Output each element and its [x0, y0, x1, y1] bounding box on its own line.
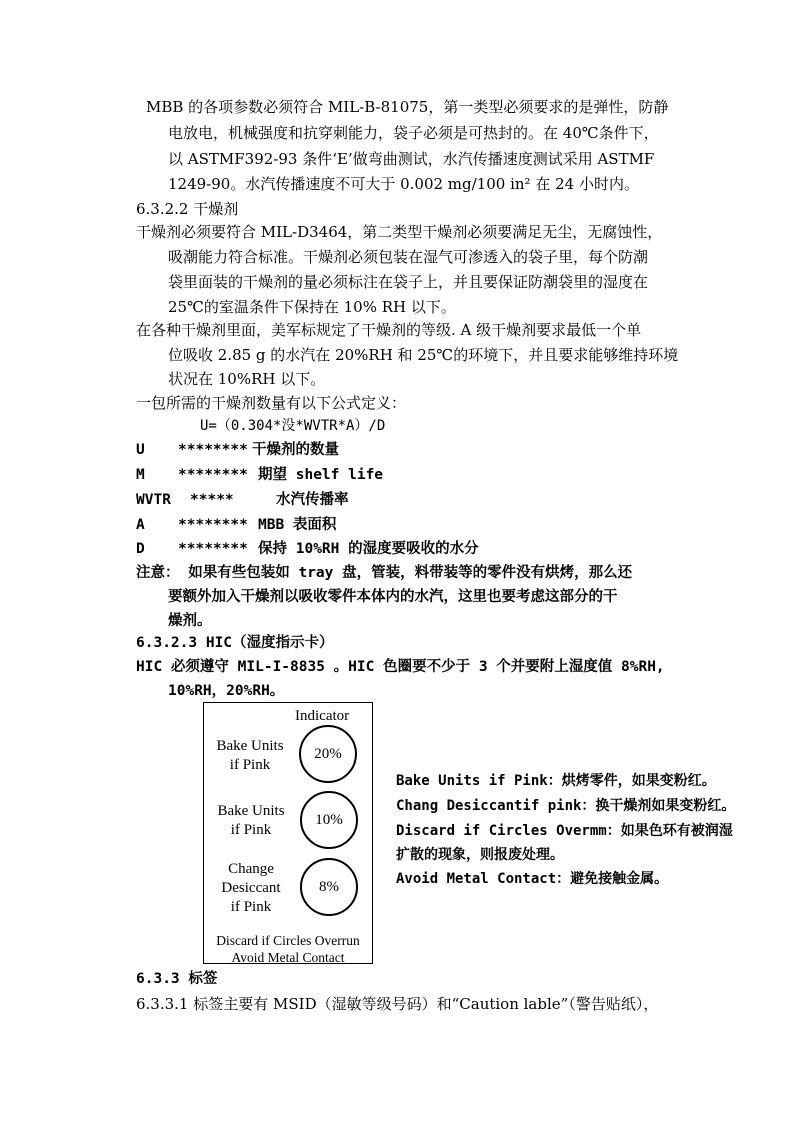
hic-requirement: HIC 必须遵守 MIL-I-8835 。HIC 色圈要不少于 3 个并要附上湿度值 8%RH,: [136, 659, 665, 675]
def-symbol: M: [136, 467, 145, 483]
paragraph-line: 干燥剂必须要符合 MIL-D3464，第二类型干燥剂必须要满足无尘，无腐蚀性，: [136, 223, 663, 241]
def-symbol: WVTR: [136, 492, 171, 508]
def-stars: ********: [178, 442, 248, 458]
paragraph-line: 吸潮能力符合标准。干燥剂必须包装在湿气可渗透入的袋子里，每个防潮: [168, 248, 649, 266]
note-line: 注意： 如果有些包装如 tray 盘，管装，料带装等的零件没有烘烤，那么还: [136, 565, 633, 581]
note-line: 燥剂。: [168, 613, 212, 629]
def-desc: 期望 shelf life: [258, 467, 384, 483]
def-symbol: D: [136, 541, 145, 557]
paragraph-line: 6.3.3.1 标签主要有 MSID（湿敏等级号码）和“Caution lable”（警告贴纸），: [136, 995, 659, 1013]
section-heading-6322: 6.3.2.2 干燥剂: [136, 200, 239, 218]
humidity-indicator-card: [203, 702, 373, 964]
card-row-label: Change Desiccant if Pink: [221, 861, 281, 915]
humidity-circle-20: 20%: [299, 725, 357, 783]
card-row-label: Bake Units if Pink: [216, 738, 284, 773]
legend-line: Avoid Metal Contact：避免接触金属。: [396, 871, 669, 887]
legend-line: Bake Units if Pink：烘烤零件，如果变粉红。: [396, 773, 716, 789]
def-symbol: A: [136, 517, 145, 533]
paragraph-line: 在各种干燥剂里面，美军标规定了干燥剂的等级. A 级干燥剂要求最低一个单: [136, 321, 642, 339]
paragraph-line: 25℃的室温条件下保持在 10% RH 以下。: [168, 298, 456, 316]
paragraph-line: 以 ASTMF392-93 条件‘E’做弯曲测试，水汽传播速度测试采用 ASTMF: [168, 150, 655, 168]
def-stars: ********: [178, 517, 248, 533]
card-title: Indicator: [295, 708, 350, 724]
def-stars: ********: [178, 467, 248, 483]
legend-line: 扩散的现象，则报废处理。: [396, 847, 564, 863]
humidity-circle-8: 8%: [300, 858, 358, 916]
def-desc: 保持 10%RH 的湿度要吸收的水分: [258, 541, 479, 557]
section-heading-633: 6.3.3 标签: [136, 971, 218, 987]
paragraph-line: 一包所需的干燥剂数量有以下公式定义：: [136, 394, 407, 412]
note-line: 要额外加入干燥剂以吸收零件本体内的水汽，这里也要考虑这部分的干: [168, 589, 618, 605]
def-symbol: U: [136, 442, 145, 458]
def-desc: MBB 表面积: [258, 517, 337, 533]
paragraph-line: 位吸收 2.85 g 的水汽在 20%RH 和 25℃的环境下，并且要求能够维持环境: [168, 346, 679, 364]
legend-line: Discard if Circles Overmm：如果色环有被润湿: [396, 823, 733, 839]
paragraph-line: 状况在 10%RH 以下。: [168, 370, 326, 388]
formula: U=（0.304*没*WVTR*A）/D: [200, 418, 386, 434]
def-desc: 干燥剂的数量: [252, 442, 339, 458]
humidity-circle-10: 10%: [300, 791, 358, 849]
card-footer: Discard if Circles Overrun Avoid Metal Contact: [216, 933, 360, 965]
hic-requirement: 10%RH，20%RH。: [168, 683, 285, 699]
paragraph-line: 电放电，机械强度和抗穿刺能力，袋子必须是可热封的。在 40℃条件下，: [168, 124, 659, 142]
card-row-label: Bake Units if Pink: [217, 803, 285, 838]
def-desc: 水汽传播率: [276, 492, 349, 508]
def-stars: ********: [178, 541, 248, 557]
def-stars: *****: [190, 492, 234, 508]
paragraph-line: 1249-90。水汽传播速度不可大于 0.002 mg/100 in² 在 24 小时内。: [168, 175, 639, 193]
paragraph-line: 袋里面装的干燥剂的量必须标注在袋子上，并且要保证防潮袋里的湿度在: [168, 273, 649, 291]
paragraph-line: MBB 的各项参数必须符合 MIL-B-81075，第一类型必须要求的是弹性，防静: [146, 98, 669, 116]
legend-line: Chang Desiccantif pink：换干燥剂如果变粉红。: [396, 798, 736, 814]
section-heading-6323: 6.3.2.3 HIC（湿度指示卡）: [136, 635, 334, 651]
